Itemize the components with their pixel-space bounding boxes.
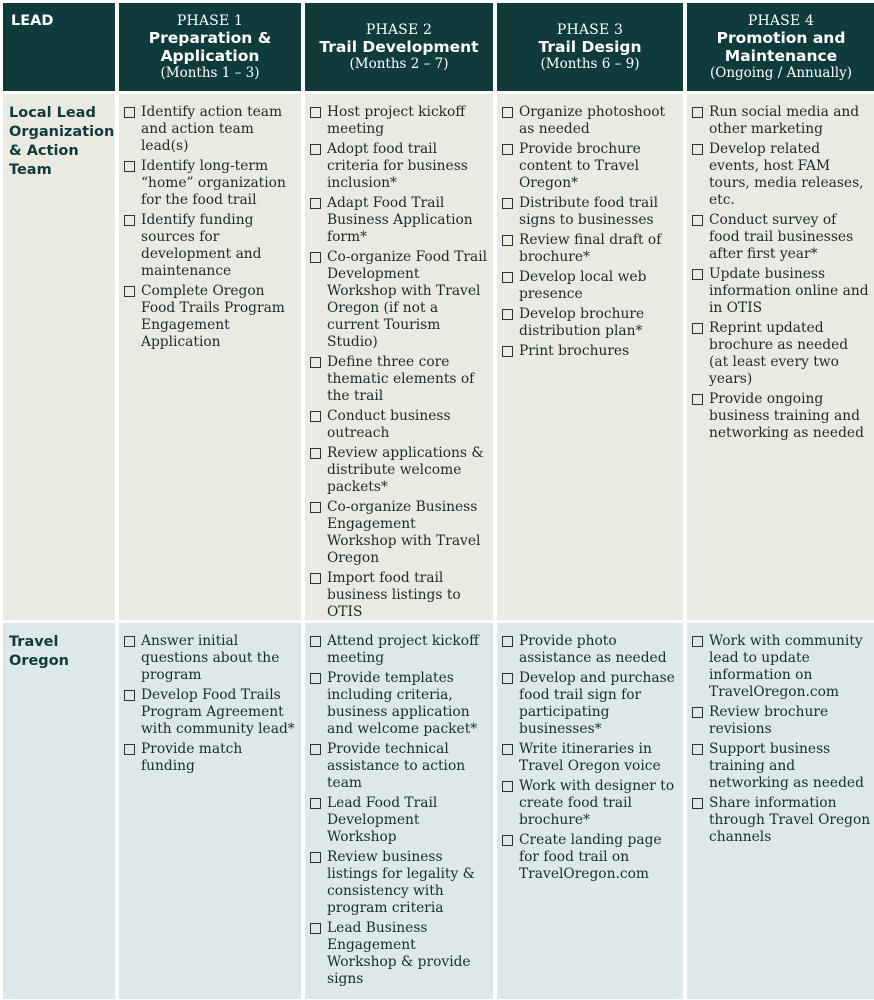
checkbox-icon[interactable] (310, 923, 321, 934)
checklist-item (502, 104, 679, 138)
checklist-item-text: Distribute food trail signs to businesses (519, 195, 659, 228)
checkbox-icon[interactable] (502, 636, 513, 647)
checkbox-icon[interactable] (692, 269, 703, 280)
checkbox-icon[interactable] (310, 673, 321, 684)
checkbox-icon[interactable] (692, 636, 703, 647)
local-phase-2-cell (305, 94, 493, 620)
checklist-item (310, 741, 489, 792)
checklist-item (502, 269, 679, 303)
header-phase-2 (305, 3, 493, 91)
checklist-item (692, 266, 871, 317)
checklist-item-text: Provide match funding (141, 741, 243, 774)
checklist-item-text: Provide brochure content to Travel Oregon* (519, 141, 641, 191)
checklist-item-text: Attend project kickoff meeting (327, 633, 479, 666)
checkbox-icon[interactable] (502, 272, 513, 283)
checklist-item-text: Print brochures (519, 343, 630, 359)
checklist-item (502, 670, 679, 738)
header-phase-3 (497, 3, 683, 91)
checkbox-icon[interactable] (502, 744, 513, 755)
phase-title-line1: Trail Design (538, 38, 642, 56)
checklist-item (310, 795, 489, 846)
phase-number: PHASE 2 (365, 22, 433, 38)
checkbox-icon[interactable] (310, 798, 321, 809)
checklist-item (124, 158, 297, 209)
phase-months: (Months 2 – 7) (349, 56, 449, 72)
lead-travel-oregon (3, 623, 115, 999)
checkbox-icon[interactable] (310, 252, 321, 263)
phase-title-line1: Trail Development (319, 38, 479, 56)
checklist-item-text: Conduct survey of food trail businesses after first year* (709, 212, 854, 262)
checklist-item-text: Update business information online and in OTIS (709, 266, 869, 316)
travel-phase-3-cell (497, 623, 683, 999)
checklist-item (310, 499, 489, 567)
phase-number: PHASE 3 (556, 22, 624, 38)
local-phase-4-cell (687, 94, 874, 620)
checkbox-icon[interactable] (502, 107, 513, 118)
checklist-item (310, 354, 489, 405)
checkbox-icon[interactable] (124, 215, 135, 226)
checklist-item-text: Adapt Food Trail Business Application form* (327, 195, 473, 245)
checklist-item-text: Host project kickoff meeting (327, 104, 466, 137)
checkbox-icon[interactable] (692, 744, 703, 755)
checkbox-icon[interactable] (502, 346, 513, 357)
checklist-item-text: Identify long-term “home” organization for the food trail (141, 158, 286, 208)
travel-phase-4-cell (687, 623, 874, 999)
checklist-item-text: Work with designer to create food trail brochure* (519, 778, 675, 828)
phase-number: PHASE 1 (176, 13, 244, 29)
checklist-item (692, 320, 871, 388)
checklist-item (310, 141, 489, 192)
checklist-item-text: Work with community lead to update information on TravelOregon.com (709, 633, 863, 700)
checkbox-icon[interactable] (310, 107, 321, 118)
checklist-item-text: Lead Business Engagement Workshop & provide signs (327, 920, 471, 987)
checkbox-icon[interactable] (502, 309, 513, 320)
checkbox-icon[interactable] (502, 235, 513, 246)
checkbox-icon[interactable] (310, 744, 321, 755)
local-phase-1-cell (119, 94, 301, 620)
checklist-item-text: Complete Oregon Food Trails Program Engagement Application (141, 283, 285, 350)
checklist-item-text: Develop Food Trails Program Agreement with community lead* (141, 687, 295, 737)
header-phase-4 (687, 3, 874, 91)
checkbox-icon[interactable] (310, 198, 321, 209)
checklist-item (310, 670, 489, 738)
checklist-item-text: Answer initial questions about the program (141, 633, 280, 683)
lead-label: Local Lead Organization & Action Team (9, 105, 115, 178)
phase-number: PHASE 4 (747, 13, 815, 29)
local-phase-3-cell (497, 94, 683, 620)
checklist-item (502, 633, 679, 667)
checkbox-icon[interactable] (310, 852, 321, 863)
header-lead-cell (3, 3, 115, 91)
checklist-item (692, 391, 871, 442)
checkbox-icon[interactable] (502, 673, 513, 684)
checklist-item-text: Develop related events, host FAM tours, media releases, etc. (709, 141, 864, 208)
checklist-item-text: Create landing page for food trail on TravelOregon.com (519, 832, 662, 882)
checkbox-icon[interactable] (310, 502, 321, 513)
checkbox-icon[interactable] (502, 781, 513, 792)
checklist-item-text: Co-organize Business Engagement Workshop with Travel Oregon (327, 499, 481, 566)
checkbox-icon[interactable] (124, 107, 135, 118)
travel-phase-2-cell (305, 623, 493, 999)
checklist-item-text: Run social media and other marketing (709, 104, 860, 137)
checklist-item (502, 195, 679, 229)
checkbox-icon[interactable] (692, 107, 703, 118)
travel-phase-1-cell (119, 623, 301, 999)
checklist-item-text: Define three core thematic elements of the trail (327, 354, 475, 404)
checklist-item (124, 283, 297, 351)
checkbox-icon[interactable] (310, 636, 321, 647)
checkbox-icon[interactable] (502, 144, 513, 155)
checklist-item (692, 141, 871, 209)
checklist-item-text: Conduct business outreach (327, 408, 451, 441)
checklist-item-text: Develop brochure distribution plan* (519, 306, 645, 339)
checklist-item-text: Reprint updated brochure as needed (at least every two years) (709, 320, 849, 387)
lead-label: Travel Oregon (9, 634, 69, 669)
checklist-item (692, 795, 871, 846)
checklist-item-text: Import food trail business listings to OTIS (327, 570, 461, 620)
checklist-item-text: Identify action team and action team lead(s) (141, 104, 283, 154)
checklist-item (692, 741, 871, 792)
checklist-item (310, 249, 489, 351)
checklist-item-text: Share information through Travel Oregon channels (709, 795, 871, 845)
checklist-item (502, 232, 679, 266)
checklist-item-text: Provide technical assistance to action team (327, 741, 466, 791)
checklist-item (310, 849, 489, 917)
checklist-item-text: Develop local web presence (519, 269, 647, 302)
checkbox-icon[interactable] (124, 286, 135, 297)
checklist-item (124, 104, 297, 155)
checklist-item-text: Provide photo assistance as needed (519, 633, 667, 666)
checklist-item (124, 687, 297, 738)
checkbox-icon[interactable] (124, 161, 135, 172)
phase-title-line1: Preparation & (148, 29, 272, 47)
checklist-item (124, 741, 297, 775)
checklist-item-text: Organize photoshoot as needed (519, 104, 666, 137)
checkbox-icon[interactable] (502, 835, 513, 846)
checkbox-icon[interactable] (692, 144, 703, 155)
checklist-item (310, 195, 489, 246)
checklist-item (502, 741, 679, 775)
lead-local-organization (3, 94, 115, 620)
checklist-item-text: Develop and purchase food trail sign for participating businesses* (519, 670, 675, 737)
checkbox-icon[interactable] (124, 744, 135, 755)
checklist-item-text: Write itineraries in Travel Oregon voice (519, 741, 661, 774)
phase-months: (Months 1 – 3) (160, 65, 260, 81)
checkbox-icon[interactable] (502, 198, 513, 209)
checklist-item-text: Co-organize Food Trail Development Workshop with Travel Oregon (if not a current Tourism Studio) (327, 249, 488, 350)
checkbox-icon[interactable] (310, 573, 321, 584)
checkbox-icon[interactable] (692, 323, 703, 334)
checklist-item (310, 104, 489, 138)
checklist-item-text: Lead Food Trail Development Workshop (327, 795, 438, 845)
checklist-item (692, 633, 871, 701)
checklist-item (692, 212, 871, 263)
header-phase-1 (119, 3, 301, 91)
checkbox-icon[interactable] (310, 411, 321, 422)
checklist-item (502, 832, 679, 883)
phase-months: (Months 6 – 9) (540, 56, 640, 72)
checklist-item-text: Review applications & distribute welcome packets* (327, 445, 484, 495)
checkbox-icon[interactable] (310, 357, 321, 368)
checklist-item (692, 704, 871, 738)
checklist-item (310, 920, 489, 988)
checklist-item (692, 104, 871, 138)
checklist-item (502, 141, 679, 192)
phase-months: (Ongoing / Annually) (710, 65, 852, 81)
checklist-item (502, 778, 679, 829)
phase-title-line1: Promotion and (716, 29, 846, 47)
checklist-item (310, 445, 489, 496)
checklist-item (124, 212, 297, 280)
checkbox-icon[interactable] (692, 798, 703, 809)
phase-title-line2: Application (160, 47, 260, 65)
checklist-item (124, 633, 297, 684)
checklist-item (502, 343, 679, 360)
checkbox-icon[interactable] (124, 636, 135, 647)
phase-title-line2: Maintenance (724, 47, 838, 65)
checklist-item-text: Identify funding sources for development and maintenance (141, 212, 262, 279)
checklist-item-text: Review final draft of brochure* (519, 232, 662, 265)
checklist-item (502, 306, 679, 340)
checklist-item-text: Provide ongoing business training and networking as needed (709, 391, 864, 441)
header-lead-label: LEAD (11, 13, 54, 29)
checklist-item-text: Review brochure revisions (709, 704, 829, 737)
checklist-item-text: Support business training and networking as needed (709, 741, 864, 791)
checkbox-icon[interactable] (310, 144, 321, 155)
checkbox-icon[interactable] (692, 215, 703, 226)
checkbox-icon[interactable] (310, 448, 321, 459)
checkbox-icon[interactable] (692, 707, 703, 718)
checklist-item-text: Adopt food trail criteria for business inclusion* (327, 141, 468, 191)
checklist-item (310, 570, 489, 621)
checkbox-icon[interactable] (692, 394, 703, 405)
checklist-item (310, 408, 489, 442)
phase-table (3, 3, 871, 997)
checklist-item (310, 633, 489, 667)
checkbox-icon[interactable] (124, 690, 135, 701)
checklist-item-text: Review business listings for legality & consistency with program criteria (327, 849, 475, 916)
checklist-item-text: Provide templates including criteria, business application and welcome packet* (327, 670, 478, 737)
